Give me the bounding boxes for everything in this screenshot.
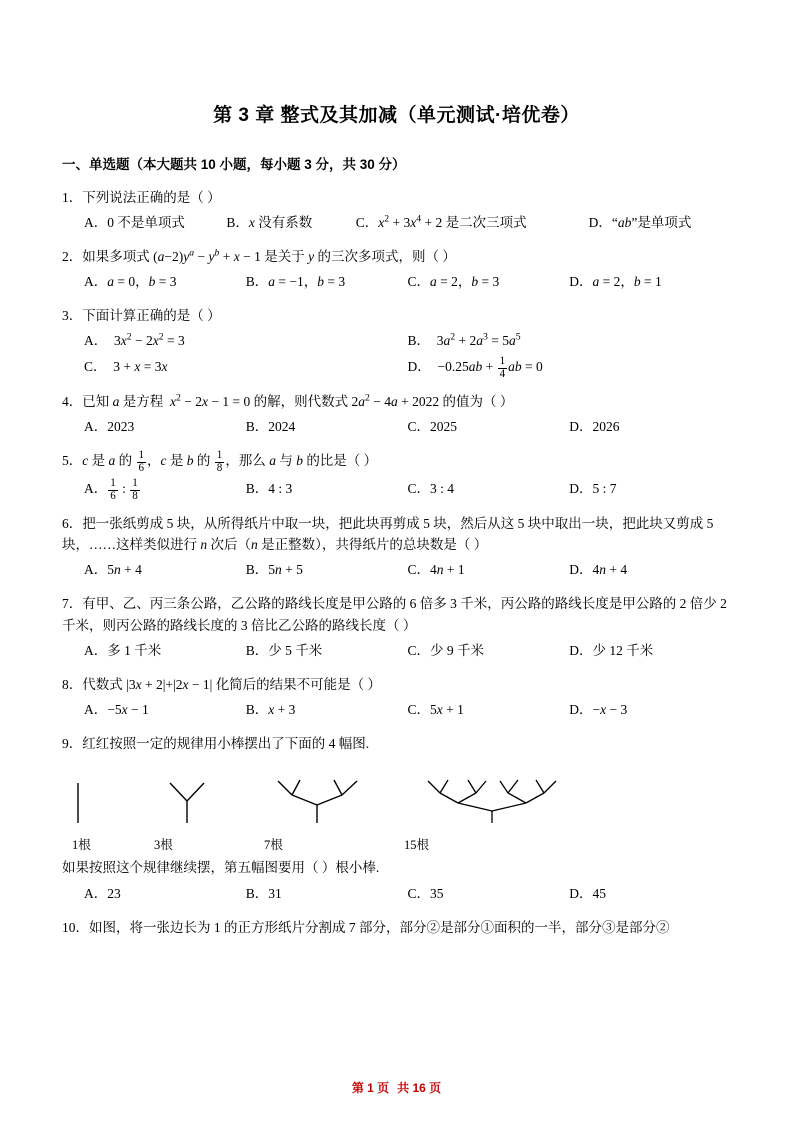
question-6-number: 6． (62, 515, 83, 531)
question-10-stem (62, 917, 731, 939)
option-8-a[interactable]: A．−5x − 1 (84, 701, 149, 717)
question-1-options (84, 211, 731, 236)
option-6-d[interactable]: D．4n + 4 (569, 562, 628, 578)
question-3-options-row2 (84, 355, 731, 381)
footer-page-current: 第 1 页 (351, 1081, 390, 1095)
option-4-b[interactable]: B．2024 (245, 419, 296, 435)
question-3-stem (62, 305, 731, 327)
question-3-options-row1 (84, 329, 731, 354)
question-3-text: 下面计算正确的是（ ） (82, 307, 221, 323)
question-9-stem (62, 733, 731, 755)
option-2-b[interactable]: B．a = −1，b = 3 (245, 273, 346, 289)
question-7-options (84, 639, 731, 664)
option-4-c[interactable]: C．2025 (407, 419, 458, 435)
question-4-options (84, 415, 731, 440)
option-4-d[interactable]: D．2026 (569, 419, 620, 435)
figure-4-svg (402, 777, 582, 833)
option-3-c[interactable]: C． 3 + x = 3x (84, 359, 168, 375)
option-8-d[interactable]: D．−x − 3 (569, 701, 628, 717)
question-10-number: 10． (62, 920, 89, 936)
option-5-b[interactable]: B．4 : 3 (245, 480, 293, 496)
option-9-b[interactable]: B．31 (245, 886, 282, 902)
option-6-a[interactable]: A．5n + 4 (84, 562, 142, 578)
option-5-d[interactable]: D．5 : 7 (569, 480, 617, 496)
option-7-c[interactable]: C．少 9 千米 (407, 642, 485, 658)
question-2-stem (62, 246, 731, 268)
figure-stick-3 (262, 777, 372, 853)
page-title: 第 3 章 整式及其加减（单元测试·培优卷） (213, 105, 580, 126)
question-1-text: 下列说法正确的是（ ） (82, 190, 221, 205)
option-5-c[interactable]: C．3 : 4 (407, 480, 455, 496)
question-5-text: c 是 a 的 $\frac{1}{6}$ ，c 是 b 的 $\frac{1}{8}$ ，那么 a 与 b 的比是（ ） (82, 449, 378, 474)
option-8-c[interactable]: C．5x + 1 (407, 701, 464, 717)
option-1-d[interactable]: D．“ab”是单项式 (588, 214, 692, 230)
figure-1-label: 1根 (72, 837, 91, 852)
question-4-number: 4． (62, 394, 83, 410)
option-6-c[interactable]: C．4n + 1 (407, 562, 465, 578)
question-7-text: 有甲、乙、丙三条公路，乙公路的路线长度是甲公路的 6 倍多 3 千米，丙公路的路线长度是甲公路的 2 倍少 2 千米，则丙公路的路线长度的 3 倍比乙公路的路线长度（ ） (62, 596, 727, 634)
option-3-a[interactable]: A． $3x^2 - 2x^2 = 3$ (84, 331, 185, 348)
figure-3-label: 7根 (264, 837, 283, 852)
option-9-a[interactable]: A．23 (84, 886, 121, 902)
question-2-number: 2． (62, 248, 83, 264)
question-2-text: 如果多项式 $(a-2)y^a - y^b + x - 1$ 是关于 y 的三次多项式，则（ ） (82, 247, 456, 264)
figure-4-label: 15根 (404, 837, 430, 852)
option-7-b[interactable]: B．少 5 千米 (245, 642, 323, 658)
question-5-number: 5． (62, 453, 83, 469)
section-heading (62, 153, 731, 173)
question-6-options (84, 558, 731, 583)
option-1-b[interactable]: B．x 没有系数 (226, 214, 313, 230)
option-9-d[interactable]: D．45 (569, 886, 606, 902)
option-1-c[interactable]: C．$x^2 + 3x^4 + 2$ 是二次三项式 (355, 213, 527, 230)
option-5-a[interactable]: A． $\frac{1}{6}$ : $\frac{1}{8}$ (84, 476, 138, 502)
question-8-stem (62, 674, 731, 696)
figure-stick-2 (152, 777, 222, 853)
question-9-options (84, 882, 731, 907)
option-7-d[interactable]: D．少 12 千米 (569, 642, 654, 658)
question-7-number: 7． (62, 596, 83, 612)
option-3-b[interactable]: B． $3a^2 + 2a^3 = 5a^5$ (407, 331, 521, 348)
question-2-options (84, 270, 731, 295)
question-8-text: 代数式 |3x + 2|+|2x − 1| 化简后的结果不可能是（ ） (82, 676, 382, 692)
question-3-number: 3． (62, 307, 83, 323)
option-3-d[interactable]: D． −0.25ab + $\frac{1}{4}$ ab = 0 (407, 355, 543, 381)
option-6-b[interactable]: B．5n + 5 (245, 562, 303, 578)
option-2-c[interactable]: C．a = 2，b = 3 (407, 273, 500, 289)
question-8-number: 8． (62, 676, 83, 692)
option-1-a[interactable]: A．0 不是单项式 (84, 214, 185, 230)
question-9-text: 红红按照一定的规律用小棒摆出了下面的 4 幅图. (82, 735, 370, 751)
footer-page-total: 共 16 页 (397, 1081, 442, 1095)
section-heading-text: 一、单选题（本大题共 10 小题，每小题 3 分，共 30 分） (62, 157, 406, 172)
option-9-c[interactable]: C．35 (407, 886, 444, 902)
option-8-b[interactable]: B．x + 3 (245, 701, 296, 717)
page-footer (0, 1079, 793, 1096)
figure-stick-4 (402, 777, 582, 853)
option-7-a[interactable]: A．多 1 千米 (84, 642, 162, 658)
question-5-stem (62, 450, 731, 475)
question-1-stem (62, 187, 731, 209)
question-7-stem (62, 593, 731, 637)
figure-2-svg (152, 777, 222, 833)
figure-2-label: 3根 (154, 837, 173, 852)
question-9-stem-2: 如果按照这个规律继续摆，第五幅图要用（ ）根小棒. (62, 859, 380, 875)
question-4-text: 已知 a 是方程 $x^2 - 2x - 1 = 0$ 的解，则代数式 $2a^2 - 4a + 2022$ 的值为（ ） (82, 392, 514, 410)
question-6-text: 把一张纸剪成 5 块，从所得纸片中取一块，把此块再剪成 5 块，然后从这 5 块中取出一块，把此块又剪成 5 块，……这样类似进行 n 次后（n 是正整数），共得纸片的总块数是（ ） (62, 515, 714, 553)
figure-stick-1 (70, 777, 110, 853)
question-6-stem (62, 513, 731, 557)
question-10-text: 如图，将一张边长为 1 的正方形纸片分割成 7 部分，部分②是部分①面积的一半，部分③是部分② (89, 920, 670, 936)
option-2-d[interactable]: D．a = 2，b = 1 (569, 273, 662, 289)
figure-1-svg (70, 777, 110, 833)
option-2-a[interactable]: A．a = 0，b = 3 (84, 273, 177, 289)
question-9-figure (62, 767, 731, 853)
question-1-number: 1． (62, 190, 83, 205)
figure-3-svg (262, 777, 372, 833)
question-5-options (84, 477, 731, 503)
question-9-number: 9． (62, 735, 83, 751)
question-8-options (84, 698, 731, 723)
option-4-a[interactable]: A．2023 (84, 419, 135, 435)
question-4-stem (62, 391, 731, 413)
